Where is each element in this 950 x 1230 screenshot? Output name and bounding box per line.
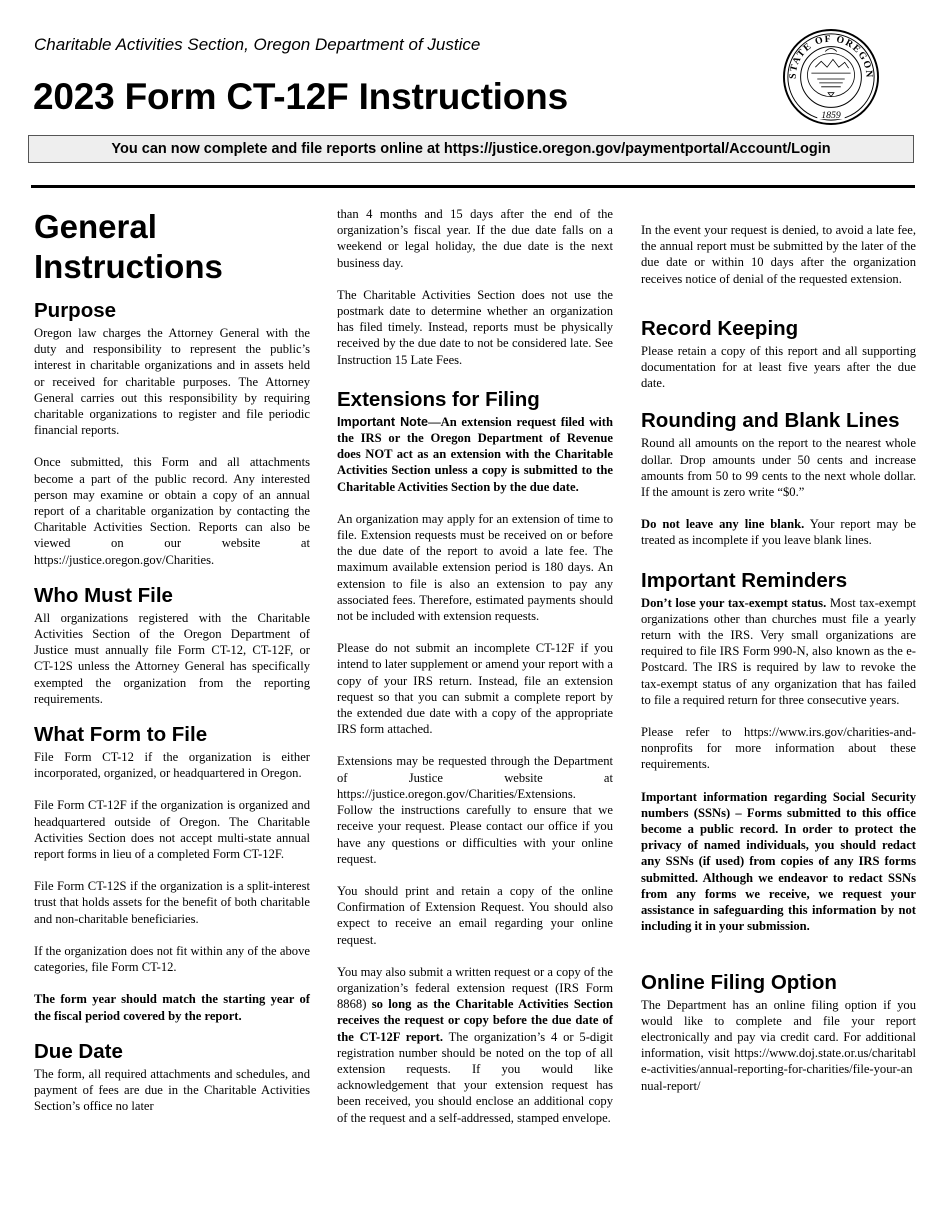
extensions-important-note [337,414,613,495]
due-date-paragraph-1b: than 4 months and 15 days after the end of the organization’s fiscal year. If the due date falls on a weekend or legal holiday, the due date is the next business day. [337,207,613,270]
extensions-p5-start: You may also submit a written request or a copy of the organization’s federal extension request (IRS Form 8868) [337,964,613,1012]
purpose-heading: Purpose [34,299,117,322]
online-filing-paragraph [641,997,916,1094]
record-keeping-heading: Record Keeping [641,316,799,340]
reminders-paragraph-2: Please refer to https://www.irs.gov/charities-and-nonprofits for more information about these requirements. [641,725,916,772]
extensions-heading: Extensions for Filing [337,387,540,411]
what-form-paragraph-4: If the organization does not fit within any of the above categories, file Form CT-12. [34,943,310,975]
page-title: 2023 Form CT-12F Instructions [33,76,568,117]
purpose-paragraph-1: Oregon law charges the Attorney General with the duty and responsibility to represent the public’s interest in charitable organizations and in assets held or received for charitable purposes. The Attorney General carries out this responsibility by requiring charitable organizations to register and file periodic financial reports. [34,326,310,438]
ssn-notice: Important information regarding Social Security numbers (SSNs) – Forms submitted to this office become a public record. In order to protect the privacy of named individuals, you should redact any SSNs (if used) from copies of any IRS forms submitted. Although we endeavor to redact SSNs from any forms we receive, we request your assistance in safeguarding this information by not including it in your submission. [641,789,916,934]
important-note-text: —An extension request filed with the IRS or the Oregon Department of Revenue does NOT act as an extension with the Charitable Activities Section unless a copy is submitted to the Charitable Activities Section by the due date. [337,414,613,494]
extensions-p5-end: The organization’s 4 or 5-digit registration number should be noted on the top of all extension requests. If you would like acknowledgement that your extension request has been received, you should enclose an additional copy of the request and a self-addressed, stamped envelope. [337,1029,613,1125]
what-form-paragraph-2: File Form CT-12F if the organization is organized and headquartered outside of Oregon. The Charitable Activities Section does not accept multi-state annual report forms in lieu of a completed Form CT-12F. [34,798,310,862]
online-filing-text: The Department has an online filing option if you would like to complete and file your report electronically and pay via credit card. For additional information, visit [641,997,916,1061]
who-must-file-paragraph: All organizations registered with the Charitable Activities Section of the Oregon Department of Justice must annually file Form CT-12, CT-12F, or CT-12S unless the Attorney General has specifically exempted the organization from the reporting requirements. [34,610,310,706]
no-blank-lines-note: Do not leave any line blank. [641,517,805,532]
form-year-note: The form year should match the starting year of the fiscal period covered by the report. [34,992,310,1023]
tax-exempt-note: Don’t lose your tax-exempt status. [641,595,827,610]
due-date-heading: Due Date [34,1039,123,1063]
tax-exempt-rest: Most tax-exempt organizations other than churches must file a yearly return with the IRS. Very small organizations are required to file IRS Form 990-N, also known as the e-Postcard. The IRS is required by law to revoke the tax-exempt status of any organization that has failed to file a required return for three consecutive years. [641,595,916,707]
column-3 [641,222,916,1094]
extensions-paragraph-1: An organization may apply for an extension of time to file. Extension requests must be received on or before the due date of the report to avoid a late fee. The maximum available extension period is 180 days. An extension to file is also an extension to pay any associated fees. Therefore, estimated payments should not be included with extension requests. [337,511,613,624]
reminders-paragraph-3 [641,789,916,935]
due-date-paragraph-1a: The form, all required attachments and schedules, and payment of fees are due in the Charitable Activities Section’s office no later [34,1066,310,1114]
reminders-paragraph-1 [641,595,916,708]
due-date-paragraph-2: The Charitable Activities Section does not use the postmark date to determine whether an organization has filed timely. Instead, reports must be physically received by the due date to not be considered late. See Instruction 15 Late Fees. [337,287,613,367]
important-note-label: Important Note [337,414,429,429]
agency-name: Charitable Activities Section, Oregon Department of Justice [34,35,481,54]
what-form-paragraph-1: File Form CT-12 if the organization is either incorporated, organized, or headquartered in Oregon. [34,750,310,781]
extensions-paragraph-6: In the event your request is denied, to avoid a late fee, the annual report must be submitted by the later of the due date or within 10 days after the organization receives notice of denial of the requested extension. [641,223,916,286]
header-divider [31,185,915,188]
reminders-heading: Important Reminders [641,568,848,592]
seal-top-text: STATE OF OREGON [787,33,875,80]
online-filing-heading: Online Filing Option [641,970,837,994]
oregon-state-seal [782,28,880,126]
extensions-paragraph-2: Please do not submit an incomplete CT-12F if you intend to later supplement or amend your report with a copy of your IRS return. Instead, file an extension request so that you can submit a complete report by the extended due date with a copy of the appropriate IRS form attached. [337,641,613,737]
column-1 [34,207,310,1114]
no-blank-lines-rest: Your report may be treated as incomplete if you leave blank lines. [641,517,916,548]
rounding-paragraph-1: Round all amounts on the report to the nearest whole dollar. Drop amounts under 50 cents and increase amounts from 50 to 99 cents to the next whole dollar. If the amount is zero write “$0.” [641,436,916,500]
what-form-paragraph-5 [34,991,310,1023]
online-filing-banner: You can now complete and file reports online at https://justice.oregon.gov/paymentportal/Account/Login [28,135,914,163]
rounding-paragraph-2 [641,516,916,548]
who-must-file-heading: Who Must File [34,583,173,607]
what-form-heading: What Form to File [34,723,208,747]
extensions-p5-bold: so long as the Charitable Activities Section receives the request or copy before the due date of the CT-12F report. [337,997,614,1044]
general-instructions-heading: General Instructions [34,208,223,285]
what-form-paragraph-3: File Form CT-12S if the organization is a split-interest trust that holds assets for the benefit of both charitable and non-charitable beneficiaries. [34,879,310,926]
rounding-heading: Rounding and Blank Lines [641,409,900,433]
extensions-paragraph-5 [337,964,613,1126]
record-keeping-paragraph: Please retain a copy of this report and all supporting documentation for at least five years after the due date. [641,343,916,391]
column-2 [337,206,613,1126]
extensions-paragraph-3: Extensions may be requested through the Department of Justice website at https://justice.oregon.gov/Charities/Extensions. Follow the instructions carefully to ensure that we receive your request. Please contact our office if you have any questions or difficulties with your online request. [337,754,613,866]
purpose-paragraph-2: Once submitted, this Form and all attachments become a part of the public record. Any interested person may examine or obtain a copy of an annual report of a charitable organization by contacting the Charitable Activities Section. Reports can also be viewed on our website at https://justice.oregon.gov/Charities. [34,455,310,567]
extensions-paragraph-4: You should print and retain a copy of the online Confirmation of Extension Request. You should also expect to receive an email regarding your online request. [337,883,613,947]
online-filing-url[interactable]: https://www.doj.state.or.us/charitable-activities/annual-reporting-for-charities/file-your-annual-report/ [641,1046,916,1093]
seal-year: 1859 [821,110,841,122]
